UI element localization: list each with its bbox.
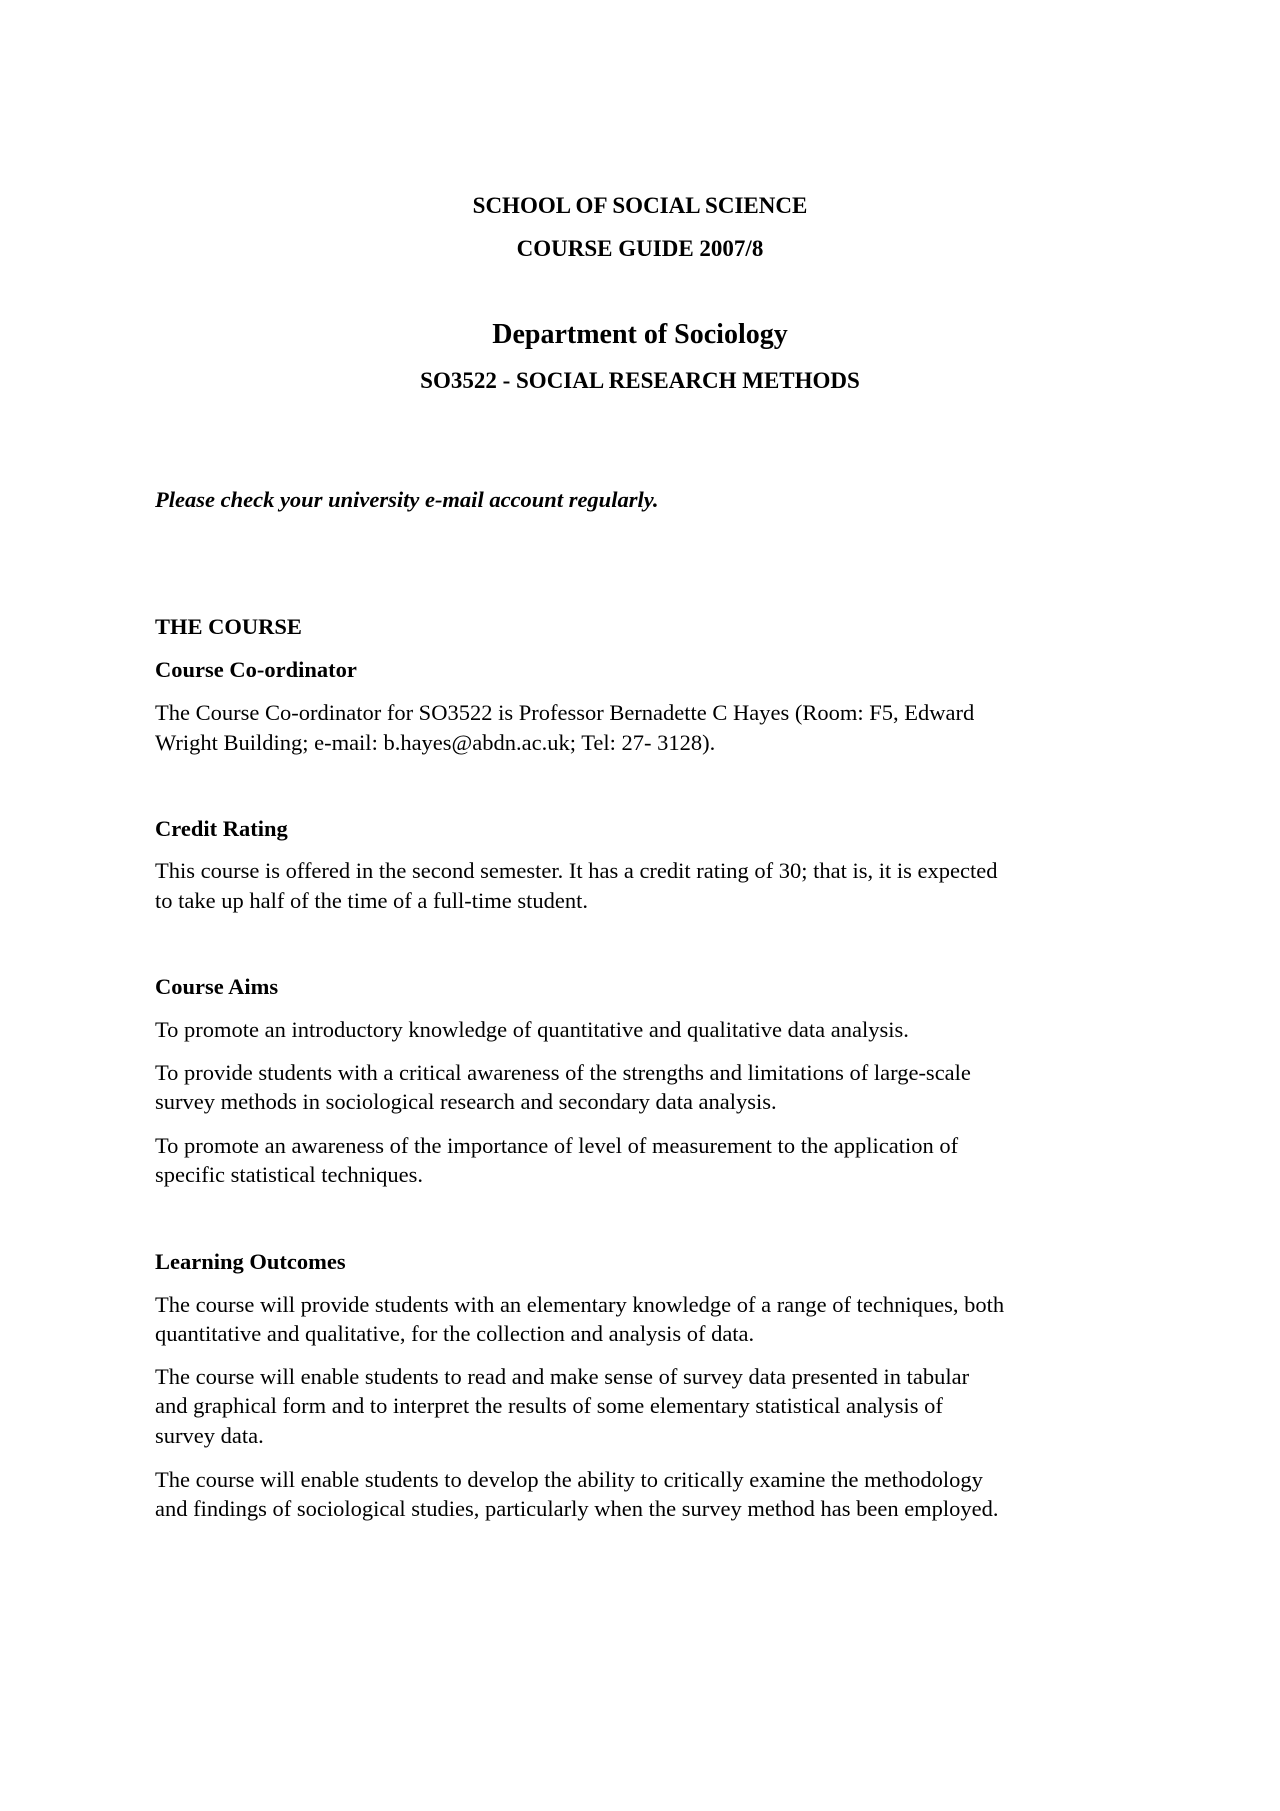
outcomes-text: The course will enable students to read and make sense of survey data presented in tabular [155,1364,970,1389]
aims-text: To promote an awareness of the importance of level of measurement to the application of [155,1133,959,1158]
aims-text: survey methods in sociological research and secondary data analysis. [155,1089,777,1114]
section-title: THE COURSE [155,614,302,639]
aims-text: To provide students with a critical awareness of the strengths and limitations of large-scale [155,1060,971,1085]
aims-heading: Course Aims [155,974,279,999]
aims-text: To promote an introductory knowledge of quantitative and qualitative data analysis. [155,1017,909,1042]
outcomes-text: survey data. [155,1423,264,1448]
aims-text: specific statistical techniques. [155,1162,424,1187]
coordinator-heading: Course Co-ordinator [155,657,357,682]
school-title: SCHOOL OF SOCIAL SCIENCE [472,193,808,218]
course-guide-title: COURSE GUIDE 2007/8 [516,236,764,261]
email-notice: Please check your university e-mail account regularly. [155,487,659,512]
outcomes-text: The course will provide students with an elementary knowledge of a range of techniques, both [155,1292,1005,1317]
department-title: Department of Sociology [492,319,788,350]
credit-heading: Credit Rating [155,816,288,841]
outcomes-text: The course will enable students to develop the ability to critically examine the methodology [155,1467,983,1492]
coordinator-text: Wright Building; e-mail: b.hayes@abdn.ac.uk; Tel: 27- 3128). [155,730,716,755]
outcomes-text: and graphical form and to interpret the results of some elementary statistical analysis of [155,1393,943,1418]
credit-text: to take up half of the time of a full-time student. [155,888,589,913]
credit-text: This course is offered in the second semester. It has a credit rating of 30; that is, it is expected [155,858,998,883]
outcomes-heading: Learning Outcomes [155,1249,346,1274]
outcomes-text: quantitative and qualitative, for the collection and analysis of data. [155,1321,755,1346]
coordinator-text: The Course Co-ordinator for SO3522 is Professor Bernadette C Hayes (Room: F5, Edward [155,700,975,725]
course-code-title: SO3522 - SOCIAL RESEARCH METHODS [420,368,860,393]
outcomes-text: and findings of sociological studies, particularly when the survey method has been employed. [155,1496,999,1521]
